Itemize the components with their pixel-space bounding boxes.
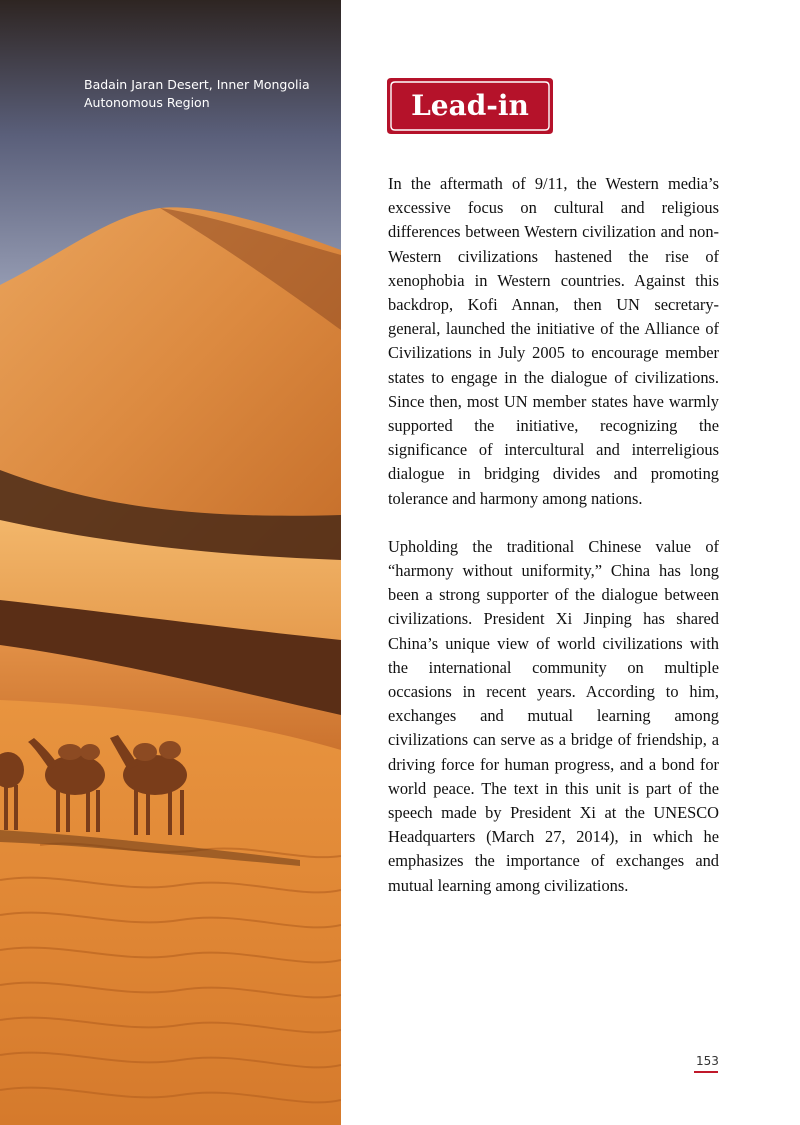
page-number: 153 xyxy=(696,1054,719,1068)
page-number-underline xyxy=(694,1071,718,1073)
page-title: Lead-in xyxy=(411,89,529,122)
desert-photo xyxy=(0,0,341,1125)
section-heading xyxy=(385,76,555,136)
paragraph-1: In the aftermath of 9/11, the Western media’s excessive focus on cultural and religious differences between Western civilization and non-Western civilizations hastened the rise of xenophobia in Western countries. Against this backdrop, Kofi Annan, then UN secretary-general, launched the initiative of the Alliance of Civilizations in July 2005 to encourage member states to engage in the dialogue of civilizations. Since then, most UN member states have warmly supported the initiative, recognizing the significance of intercultural and interreligious dialogue in bridging divides and promoting tolerance and harmony among nations. xyxy=(388,174,719,508)
paragraph-2: Upholding the traditional Chinese value of “harmony without uniformity,” China has long been a strong supporter of the dialogue between civilizations. President Xi Jinping has shared China’s unique view of world civilizations with the international community on multiple occasions in recent years. According to him, exchanges and mutual learning among civilizations can serve as a bridge of friendship, a driving force for human progress, and a bond for world peace. The text in this unit is part of the speech made by President Xi at the UNESCO Headquarters (March 27, 2014), in which he emphasizes the importance of exchanges and mutual learning among civilizations. xyxy=(388,536,719,895)
photo-caption: Badain Jaran Desert, Inner Mongolia Autonomous Region xyxy=(84,77,310,110)
body-text xyxy=(388,172,719,922)
desert-illustration xyxy=(0,0,341,1125)
